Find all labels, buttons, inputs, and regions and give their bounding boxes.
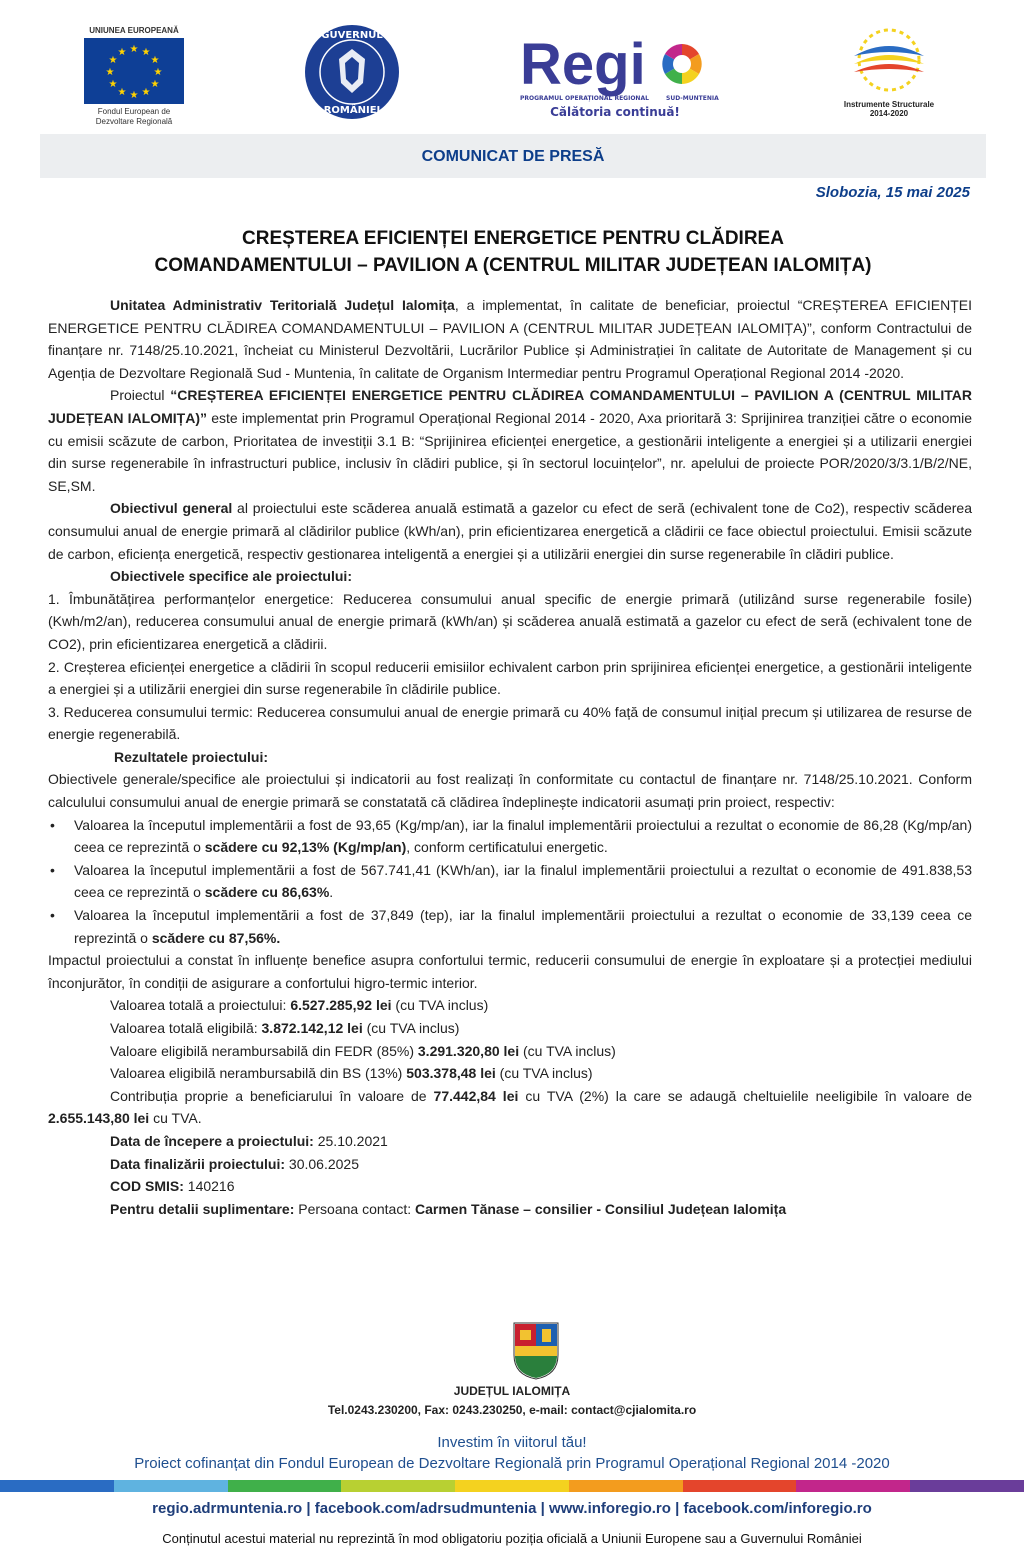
- regio-sub-right: SUD-MUNTENIA: [666, 95, 719, 102]
- stripe-segment: [910, 1480, 1024, 1492]
- regio-name: Regi: [520, 32, 646, 97]
- svg-text:★: ★: [150, 79, 160, 90]
- results-list: [48, 814, 972, 950]
- value-fedr-label: Valoare eligibilă nerambursabilă din FEDR (85%): [110, 1042, 418, 1059]
- result-3-highlight: scădere cu 87,56%.: [151, 929, 281, 946]
- specific-objectives-heading: [48, 565, 972, 588]
- contact-details: [48, 1198, 972, 1221]
- result-2-tail: .: [329, 884, 334, 901]
- regio-logo-icon: [520, 32, 719, 122]
- county-crest-icon: [512, 1321, 560, 1381]
- value-fedr: [48, 1040, 972, 1063]
- value-eligible-amount: 3.872.142,12 lei: [261, 1020, 363, 1036]
- county-name: JUDEȚUL IALOMIȚA: [453, 1384, 571, 1398]
- result-item-3: [74, 904, 972, 949]
- stripe-segment: [455, 1480, 569, 1492]
- stripe-segment: [796, 1480, 910, 1492]
- specific-objective-3: 3. Reducerea consumului termic: Reducerea consumului anual de energie primară cu 40% față de consumul inițial precum și utilizarea de resurse de energie regenerabilă.: [48, 703, 972, 743]
- svg-text:★: ★: [105, 67, 115, 78]
- result-1-tail: , conform certificatului energetic.: [406, 839, 608, 856]
- svg-text:★: ★: [117, 87, 127, 98]
- own-contribution: [48, 1085, 972, 1130]
- contact-label: Pentru detalii suplimentare:: [110, 1200, 295, 1217]
- svg-text:★: ★: [150, 55, 160, 66]
- value-total: [48, 994, 972, 1017]
- gov-top-text: GUVERNUL: [321, 30, 383, 41]
- result-3-text: Valoarea la începutul implementării a fost de 37,849 (tep), iar la finalul implementării proiectului a rezultat o economie de 33,139 ceea ce reprezintă o: [74, 907, 972, 946]
- title-line-1: CREȘTEREA EFICIENȚEI ENERGETICE PENTRU CLĂDIREA: [242, 228, 784, 249]
- release-date: Slobozia, 15 mai 2025: [815, 184, 970, 201]
- svg-text:★: ★: [129, 90, 139, 101]
- value-eligible: [48, 1017, 972, 1040]
- contact-person: Carmen Tănase – consilier - Consiliul Județean Ialomița: [415, 1200, 787, 1217]
- project-pre: Proiectul: [110, 387, 171, 404]
- header-logos: [0, 18, 1024, 130]
- results-text: Obiectivele generale/specifice ale proiectului și indicatorii au fost realizați în conformitate cu contactul de finanțare nr. 7148/25.10.2021. Conform calculului consumului anual de energie primară se constatată că clădirea îndeplinește indicatorii asumați prin proiect, respectiv:: [48, 771, 972, 811]
- is-line2: 2014-2020: [869, 109, 909, 118]
- stripe-segment: [0, 1480, 114, 1492]
- regio-logo: [520, 32, 719, 122]
- value-total-amount: 6.527.285,92 lei: [290, 997, 392, 1014]
- paragraph-project: [48, 384, 972, 497]
- color-stripe: [0, 1480, 1024, 1492]
- specific-objective-1: 1. Îmbunătățirea performanțelor energetice: Reducerea consumului anual specific de energie primară (utilizând surse regenerabile fosile) (Kwh/m2/an), reducerea consumului anual de energie primară (kWh/an) și scăderea anuală estimată a gazelor cu efect de seră (echivalent tone de CO2), prin eficientizarea energetică a clădirii.: [48, 590, 972, 652]
- instrumente-structurale-logo: [834, 26, 944, 118]
- start-date-value: 25.10.2021: [313, 1132, 388, 1149]
- end-date: [48, 1153, 972, 1176]
- regio-sub-left: PROGRAMUL OPERAȚIONAL REGIONAL: [520, 95, 649, 102]
- instrumente-structurale-icon: [834, 26, 944, 98]
- start-date-label: Data de începere a proiectului:: [110, 1132, 314, 1149]
- paragraph-intro: [48, 294, 972, 384]
- government-seal-text: [303, 23, 401, 121]
- result-2-text: Valoarea la începutul implementării a fost de 567.741,41 (KWh/an), iar la finalul implementării proiectului a rezultat o economie de 491.838,53 ceea ce reprezintă o: [74, 861, 972, 901]
- stripe-segment: [569, 1480, 683, 1492]
- document-title: [40, 225, 986, 279]
- svg-text:★: ★: [108, 55, 118, 66]
- end-date-label: Data finalizării proiectului:: [110, 1155, 286, 1172]
- start-date: [48, 1130, 972, 1153]
- project-name: “CREȘTEREA EFICIENȚEI ENERGETICE PENTRU CLĂDIREA COMANDAMENTULUI – PAVILION A (CENTRUL MILITAR JUDEȚEAN IALOMIȚA)”: [48, 387, 972, 426]
- ineligible-amount: 2.655.143,80 lei: [48, 1110, 150, 1127]
- eu-sub2: Dezvoltare Regională: [95, 117, 173, 126]
- footer-links[interactable]: regio.adrmuntenia.ro | facebook.com/adrsudmuntenia | www.inforegio.ro | facebook.com/inforegio.ro: [152, 1500, 872, 1517]
- result-1-highlight: scădere cu 92,13% (Kg/mp/an): [204, 839, 407, 856]
- specific-objective-2: 2. Creșterea eficienței energetice a clădirii în scopul reducerii emisiilor echivalent carbon prin sprijinirea eficienței energetice, a gestionării inteligente a energiei și a utilizării energiei din surse regenerabile în clădirile publice.: [48, 658, 972, 698]
- stripe-segment: [114, 1480, 228, 1492]
- value-eligible-label: Valoarea totală eligibilă:: [110, 1020, 262, 1036]
- svg-text:★: ★: [141, 47, 151, 58]
- general-objective-text: al proiectului este scăderea anuală estimată a gazelor cu efect de seră (echivalent tone de Co2), respectiv scăderea consumului anual de energie primară al clădirilor publice (kWh/an), prin eficientizarea energetică a clădirii ce face obiectul proiectului. Emisii scăzute de carbon, eficiența energetică, respectiv gestionarea inteligentă a energiei și a utilizării energiei din surse regenerabile în clădiri publice.: [48, 500, 973, 562]
- impact-text: Impactul proiectului a constat în influențe benefice asupra confortului termic, reducerii consumului de energie în exploatare și a protecției mediului înconjurător, în condiții de asigurare a confortului higro-termic interior.: [48, 952, 972, 991]
- value-eligible-tail: (cu TVA inclus): [362, 1020, 460, 1036]
- contribution-tail: cu TVA.: [149, 1110, 202, 1127]
- gov-bottom-text: ROMÂNIEI: [323, 105, 381, 116]
- value-bs-label: Valoarea eligibilă nerambursabilă din BS (13%): [110, 1065, 407, 1082]
- svg-text:★: ★: [153, 67, 163, 78]
- intro-text: , a implementat, în calitate de beneficiar, proiectul “CREȘTEREA EFICIENȚEI ENERGETICE PENTRU CLĂDIREA COMANDAMENTULUI – PAVILION A (CENTRUL MILITAR JUDEȚEAN IALOMIȚA)”, conform Contractului de finanțare nr. 7148/25.10.2021, încheiat cu Ministerul Dezvoltării, Lucrărilor Publice și Administrației în calitate de Autoritate de Management și cu Agenția de Dezvoltare Regională Sud - Muntenia, în calitate de Organism Intermediar pentru Programul Operațional Regional 2014 -2020.: [48, 297, 973, 381]
- stripe-segment: [341, 1480, 455, 1492]
- value-total-tail: (cu TVA inclus): [391, 997, 489, 1014]
- svg-text:★: ★: [117, 47, 127, 58]
- disclaimer: Conținutul acestui material nu reprezintă în mod obligatoriu poziția oficială a Uniunii Europene sau a Guvernului României: [162, 1531, 862, 1546]
- title-line-2: COMANDAMENTULUI – PAVILION A (CENTRUL MILITAR JUDEȚEAN IALOMIȚA): [154, 255, 872, 276]
- smis-label: COD SMIS:: [110, 1178, 184, 1195]
- contact-info: Tel.0243.230200, Fax: 0243.230250, e-mail: contact@cjialomita.ro: [327, 1403, 697, 1417]
- beneficiary-name: Unitatea Administrativ Teritorială Județul Ialomița: [110, 297, 455, 313]
- smis-code: [48, 1175, 972, 1198]
- eu-sub1: Fondul European de: [97, 107, 171, 116]
- is-line1: Instrumente Structurale: [843, 100, 935, 109]
- press-release-label: COMUNICAT DE PRESĂ: [421, 148, 605, 165]
- result-item-2: [74, 859, 972, 904]
- results-title: Rezultatele proiectului:: [114, 748, 269, 765]
- svg-text:★: ★: [129, 44, 139, 55]
- contribution-amount: 77.442,84 lei: [433, 1087, 519, 1104]
- value-bs-tail: (cu TVA inclus): [495, 1065, 593, 1082]
- end-date-value: 30.06.2025: [285, 1155, 359, 1172]
- stripe-segment: [228, 1480, 342, 1492]
- project-text: este implementat prin Programul Operațional Regional 2014 - 2020, Axa prioritară 3: Sprijinirea tranziției către o economie cu emisii scăzute de carbon, Prioritatea de investiții 3.1 B: “Sprijinirea eficienței energetice, a gestionării inteligente a energiei și a utilizarii energiei din surse regenerabile în infrastructuri publice, inclusiv în clădiri publice, și în sectorul locuințelor”, nr. apelului de proiecte POR/2020/3/3.1/B/2/NE, SE,SM.: [48, 409, 972, 494]
- cofinancing-note: Proiect cofinanțat din Fondul European de Dezvoltare Regională prin Programul Operațional Regional 2014 -2020: [134, 1455, 890, 1472]
- specific-objectives-title: Obiectivele specifice ale proiectului:: [110, 568, 352, 585]
- eu-caption: UNIUNEA EUROPEANĂ: [89, 26, 179, 35]
- paragraph-general-objective: [48, 497, 972, 565]
- results-heading: [48, 746, 972, 769]
- general-objective-label: Obiectivul general: [110, 500, 233, 517]
- contact-mid: Persoana contact:: [294, 1200, 416, 1217]
- invest-slogan: Investim în viitorul tău!: [437, 1434, 587, 1451]
- result-1-text: Valoarea la începutul implementării a fost de 93,65 (Kg/mp/an), iar la finalul implementării proiectului a rezultat o economie de 86,28 (Kg/mp/an) ceea ce reprezintă o: [74, 816, 972, 856]
- eu-flag-icon: [84, 38, 184, 104]
- stripe-segment: [683, 1480, 797, 1492]
- contribution-text: Contribuția proprie a beneficiarului în valoare de: [110, 1087, 434, 1104]
- document-body: [48, 294, 972, 1220]
- value-total-label: Valoarea totală a proiectului:: [110, 997, 291, 1014]
- value-bs-amount: 503.378,48 lei: [406, 1065, 496, 1082]
- svg-text:★: ★: [141, 87, 151, 98]
- result-item-1: [74, 814, 972, 859]
- press-release-band: [40, 134, 986, 178]
- regio-tagline: Călătoria continuă!: [550, 105, 680, 119]
- contribution-mid: cu TVA (2%) la care se adaugă cheltuielile neeligibile în valoare de: [518, 1087, 972, 1104]
- result-2-highlight: scădere cu 86,63%: [204, 884, 330, 901]
- smis-value: 140216: [183, 1178, 235, 1195]
- svg-text:★: ★: [108, 79, 118, 90]
- value-bs: [48, 1062, 972, 1085]
- government-seal: [303, 23, 401, 121]
- value-fedr-amount: 3.291.320,80 lei: [417, 1042, 520, 1059]
- value-fedr-tail: (cu TVA inclus): [519, 1042, 616, 1059]
- eu-logo: [84, 26, 184, 127]
